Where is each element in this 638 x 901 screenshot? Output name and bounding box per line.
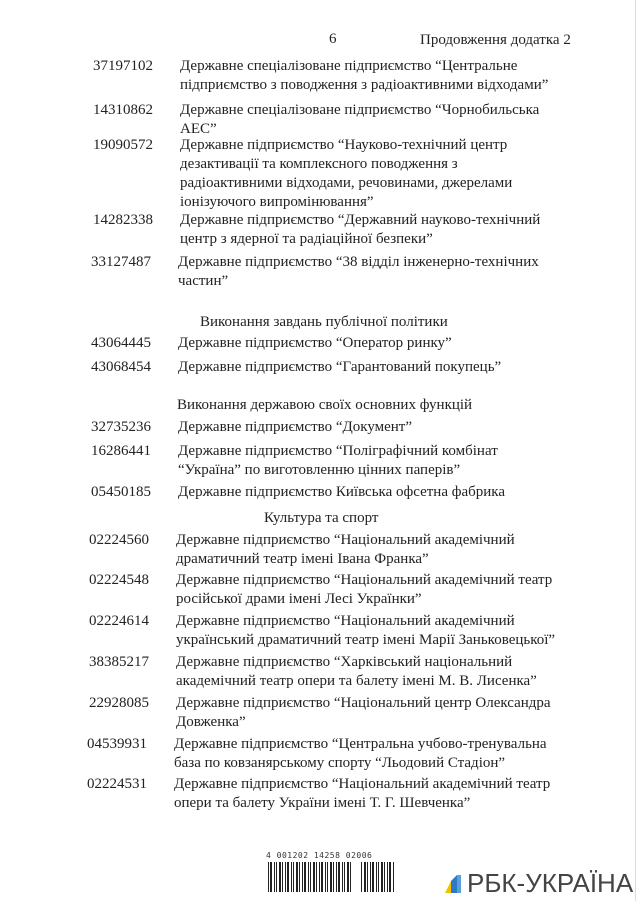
enterprise-name [180,57,548,95]
enterprise-name-line: Державне підприємство “Національний академічний [176,613,515,629]
barcode-bar [327,862,328,892]
enterprise-name-line: іонізуючого випромінювання” [180,194,374,210]
page-edge [635,0,636,901]
barcode-bar [367,862,368,892]
enterprise-name-line: опери та балету України імені Т. Г. Шевченка” [174,795,471,811]
enterprise-name-line: Державне підприємство “Поліграфічний комбінат [178,443,498,459]
enterprise-name-line: Державне спеціалізоване підприємство “Центральне [180,58,518,74]
barcode-bar [378,862,379,892]
barcode-bar [310,862,311,892]
enterprise-name [178,418,412,437]
enterprise-code: 22928085 [89,695,149,711]
barcode-bar [279,862,281,892]
enterprise-code: 02224560 [89,532,149,548]
enterprise-name [180,101,539,139]
enterprise-name-line: центр з ядерної та радіаційної безпеки” [180,231,433,247]
barcode-image [268,862,396,892]
enterprise-name-line: АЕС” [180,121,217,137]
enterprise-code: 02224614 [89,613,149,629]
logo-mark-icon [445,875,461,893]
enterprise-name-line: підприємство з поводження з радіоактивними відходами” [180,77,549,93]
barcode-bar [387,862,388,892]
enterprise-name [178,358,501,377]
enterprise-name [178,334,452,353]
barcode-bar [274,862,275,892]
enterprise-name [174,735,547,773]
barcode-number: 4 001202 14258 02006 [266,851,373,860]
enterprise-code: 14282338 [93,212,153,228]
barcode-bar [313,862,315,892]
enterprise-name [176,694,551,732]
barcode-bar [304,862,306,892]
enterprise-name-line: дезактивації та комплексного поводження з [180,156,458,172]
enterprise-name-line: драматичний театр імені Івана Франка” [176,551,429,567]
page-number: 6 [329,31,337,47]
enterprise-name-line: Державне підприємство “Науково-технічний центр [180,137,508,153]
barcode-bar [389,862,391,892]
enterprise-code: 14310862 [93,102,153,118]
enterprise-name-line: російської драми імені Лесі Українки” [176,591,422,607]
enterprise-name-line: академічний театр опери та балету імені М. В. Лисенка” [176,673,537,689]
enterprise-code: 02224548 [89,572,149,588]
barcode-bar [361,862,362,892]
barcode-bar [276,862,277,892]
enterprise-name [178,442,498,480]
enterprise-name [178,253,539,291]
barcode-bar [299,862,300,892]
enterprise-code: 32735236 [91,419,151,435]
barcode-bar [381,862,383,892]
logo-text: РБК-УКРАЇНА [467,868,634,898]
enterprise-name-line: Державне підприємство “Харківський національний [176,654,513,670]
barcode-bar [344,862,345,892]
section-heading-culture-sport: Культура та спорт [264,510,379,526]
section-heading-state-functions: Виконання державою своїх основних функцій [177,397,473,413]
enterprise-name [178,483,505,502]
enterprise-name-line: Державне підприємство “38 відділ інженерно-технічних [178,254,539,270]
barcode-bar [287,862,289,892]
enterprise-name-line: Державне підприємство “Національний академічний [176,532,515,548]
barcode-bar [270,862,272,892]
barcode-bar [364,862,366,892]
barcode-bar [316,862,317,892]
barcode-bar [384,862,385,892]
enterprise-name-line: Довженка” [176,714,246,730]
barcode-bar [302,862,303,892]
barcode-bar [376,862,377,892]
barcode-bar [372,862,374,892]
barcode-bar [282,862,283,892]
enterprise-name-line: Державне підприємство “Державний науково-технічний [180,212,541,228]
enterprise-name [176,653,537,691]
enterprise-name-line: Державне підприємство “Документ” [178,419,413,435]
barcode-bar [338,862,340,892]
enterprise-name [174,775,550,813]
barcode-bar [393,862,394,892]
enterprise-name-line: база по ковзанярському спорту “Льодовий Стадіон” [174,755,506,771]
enterprise-code: 43068454 [91,359,151,375]
enterprise-name-line: Державне підприємство “Національний академічний театр [174,776,551,792]
enterprise-code: 43064445 [91,335,151,351]
enterprise-name-line: Державне підприємство “Національний академічний театр [176,572,553,588]
enterprise-name-line: Державне підприємство “Центральна учбово-тренувальна [174,736,547,752]
barcode-bar [291,862,292,892]
document-continuation-title: Продовження додатка 2 [420,32,571,48]
barcode-bar [336,862,337,892]
enterprise-name [180,136,512,212]
enterprise-name-line: радіоактивними відходами, речовинами, джерелами [180,175,513,191]
rbk-ukraina-logo [445,868,633,899]
barcode-bar [285,862,286,892]
enterprise-name-line: Державне підприємство “Гарантований покупець” [178,359,502,375]
enterprise-code: 19090572 [93,137,153,153]
barcode-bar [325,862,326,892]
enterprise-code: 38385217 [89,654,149,670]
barcode-bar [350,862,351,892]
barcode-bar [330,862,332,892]
enterprise-name [176,531,515,569]
enterprise-code: 37197102 [93,58,153,74]
enterprise-code: 04539931 [87,736,147,752]
barcode-bar [347,862,349,892]
enterprise-code: 33127487 [91,254,151,270]
barcode-bar [370,862,371,892]
enterprise-name-line: Державне підприємство “Оператор ринку” [178,335,452,351]
barcode-bar [293,862,294,892]
enterprise-name-line: частин” [178,273,229,289]
enterprise-name-line: “Україна” по виготовленню цінних паперів” [178,462,461,478]
enterprise-code: 16286441 [91,443,151,459]
barcode-bar [296,862,298,892]
enterprise-name [176,612,555,650]
barcode-bar [268,862,269,892]
barcode-bar [342,862,343,892]
section-heading-public-policy: Виконання завдань публічної політики [200,314,448,330]
enterprise-name [176,571,552,609]
enterprise-name-line: Державне підприємство Київська офсетна фабрика [178,484,505,500]
enterprise-name-line: український драматичний театр імені Марії Заньковецької” [176,632,556,648]
barcode-bar [319,862,320,892]
barcode-bar [333,862,334,892]
barcode-bar [321,862,323,892]
enterprise-name [180,211,540,249]
enterprise-code: 05450185 [91,484,151,500]
enterprise-code: 02224531 [87,776,147,792]
enterprise-name-line: Державне підприємство “Національний центр Олександра [176,695,551,711]
enterprise-name-line: Державне спеціалізоване підприємство “Чорнобильська [180,102,540,118]
barcode-bar [308,862,309,892]
